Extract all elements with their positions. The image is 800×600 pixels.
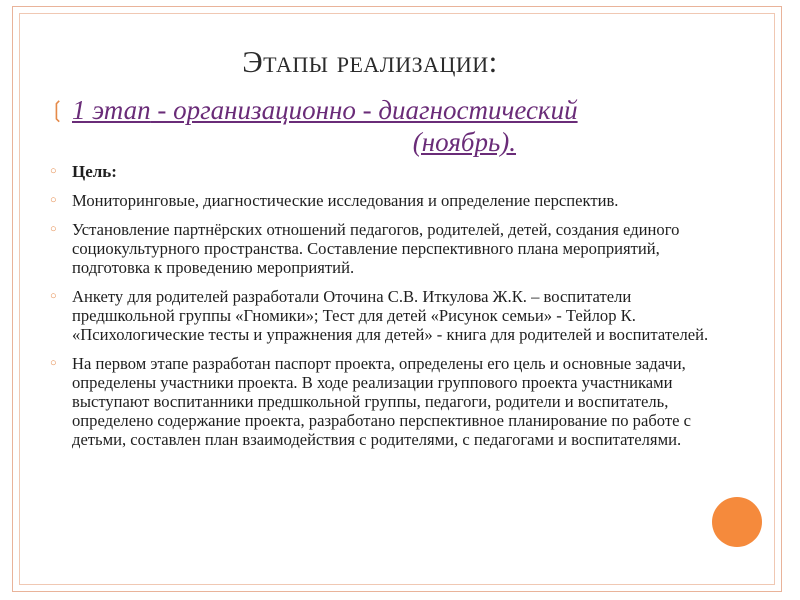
bullet-icon: ○ [50,223,57,235]
list-item-text: Анкету для родителей разработали Оточина С.В. Иткулова Ж.К. – воспитатели предшкольной группы «Гномики»; Тест для детей «Рисунок семьи» - Тейлор К. «Психологические тесты и упражнения для детей» - книга для родителей и воспитателей. [72,287,709,344]
slide-content [50,162,732,459]
goal-label: Цель: [72,162,117,181]
list-item [50,220,732,277]
slide-title: Этапы реализации: [242,44,498,79]
stage-number: 1 этап [72,95,151,125]
stage-name: - организационно - диагностический [150,95,578,125]
bullet-icon: ○ [50,194,57,206]
decorative-circle-icon [712,497,762,547]
bullet-icon: ○ [50,290,57,302]
bullet-icon: ○ [50,357,57,369]
bullet-icon: ○ [50,165,57,177]
list-item [50,191,732,210]
arrow-bullet-icon: ❲ [48,97,67,122]
stage-heading [48,94,732,158]
list-item-text: Мониторинговые, диагностические исследования и определение перспектив. [72,191,619,210]
list-item-goal [50,162,732,181]
list-item-text: Установление партнёрских отношений педагогов, родителей, детей, создания единого социокультурного пространства. Составление перспективного плана мероприятий, подготовка к проведению мероприятий. [72,220,680,277]
stage-period: (ноябрь). [412,127,516,157]
list-item [50,287,732,344]
list-item-text: На первом этапе разработан паспорт проекта, определены его цель и основные задачи, определены участники проекта. В ходе реализации группового проекта участниками выступают воспитанники предшкольной группы, педагоги, родители и воспитатель, определено содержание проекта, разработано перспективное планирование по работе с детьми, составлен план взаимодействия с родителями, с педагогами и воспитателями. [72,354,691,449]
list-item [50,354,732,449]
